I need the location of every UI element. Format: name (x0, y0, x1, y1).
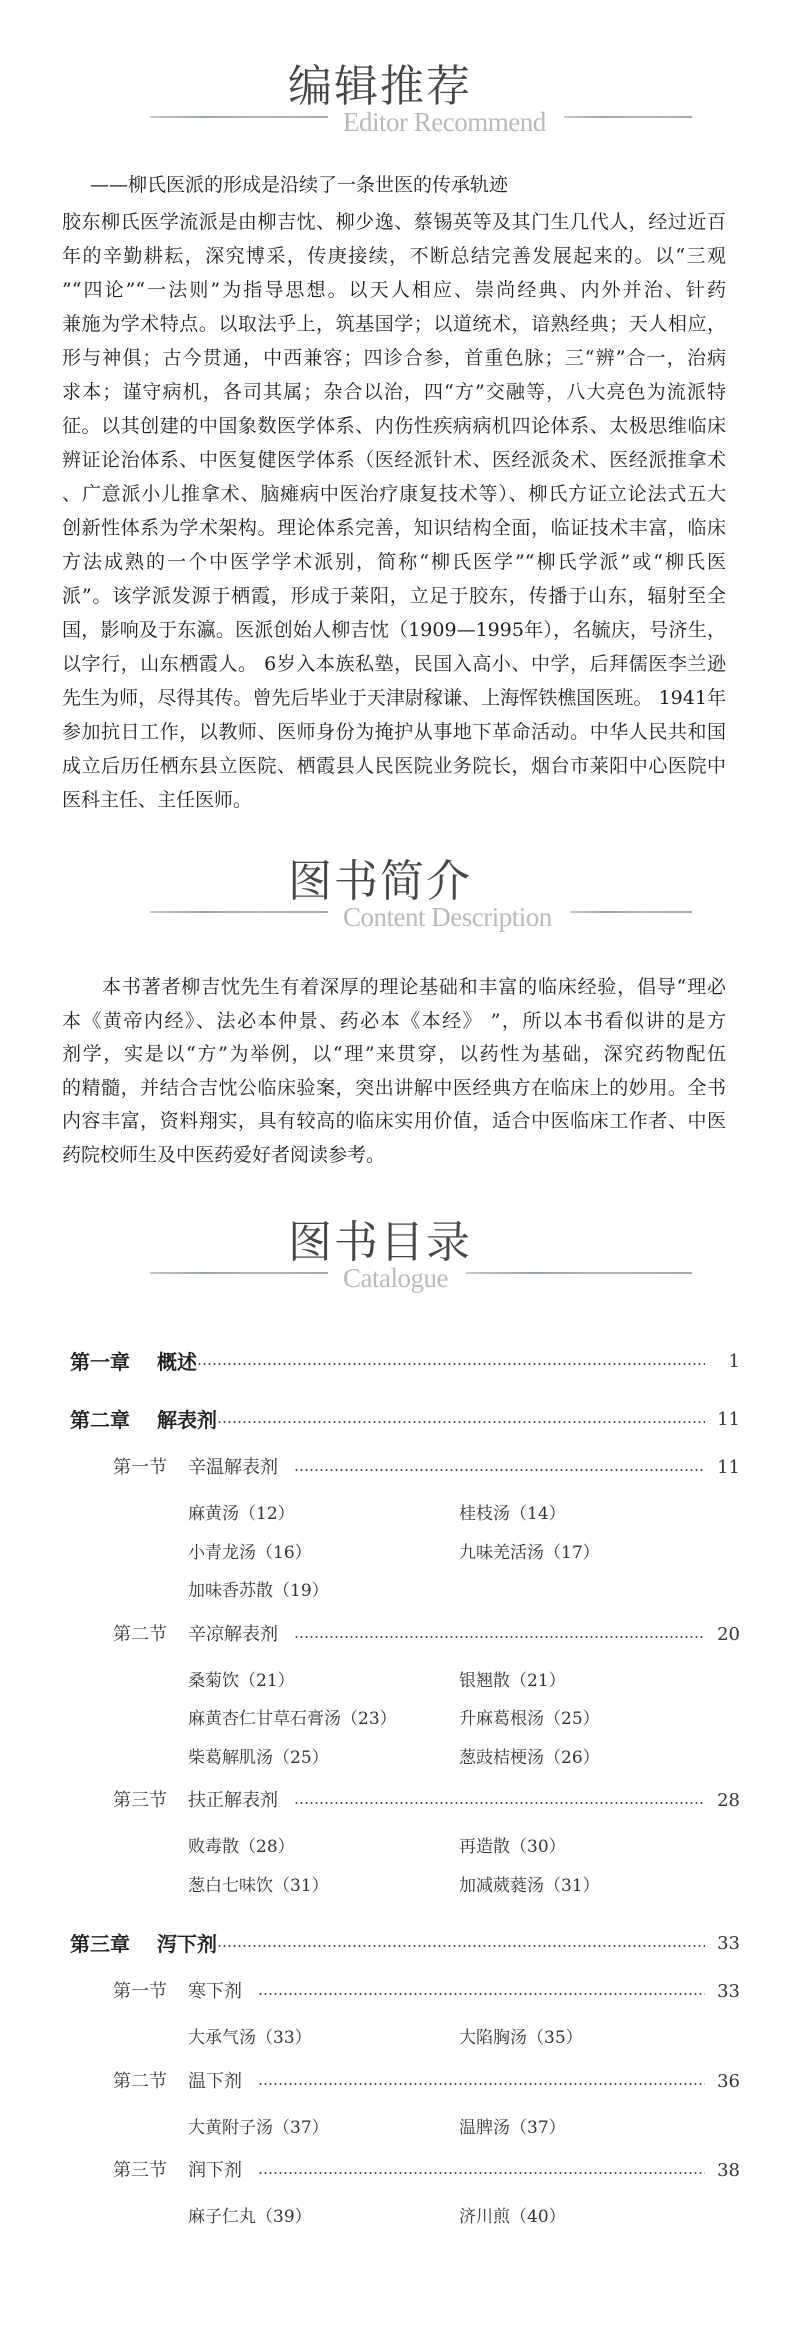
section-number: 第二节 (113, 1623, 167, 1645)
divider-line-right (570, 911, 692, 913)
formula-list (188, 1662, 800, 1778)
page-number: 33 (717, 1933, 740, 1954)
section-title-en: Content Description (343, 902, 552, 932)
text-line: 胶东柳氏医学流派是由柳吉忱、柳少逸、蔡锡英等及其门生几代人，经过近百 (62, 211, 726, 233)
toc-chapter[interactable] (0, 1401, 800, 1439)
dot-leader (258, 2172, 705, 2174)
text-line: 国，影响及于东瀛。医派创始人柳吉忱（1909—1995年），名毓庆，号济生， (62, 619, 726, 641)
page-number: 36 (717, 2070, 740, 2092)
dot-leader (197, 1363, 705, 1365)
formula-entry[interactable]: 桑菊饮（21） (188, 1670, 295, 1691)
section-title: 图书简介 (288, 856, 472, 907)
toc-section[interactable] (0, 1616, 800, 1654)
dot-leader (294, 1636, 705, 1638)
text-line: 本《黄帝内经》、法必本仲景、药必本《本经》 ”，所以本书看似讲的是方 (62, 1009, 726, 1032)
toc-section[interactable] (0, 1782, 800, 1820)
formula-entry[interactable]: 败毒散（28） (188, 1837, 295, 1857)
formula-entry[interactable]: 加味香苏散（19） (188, 1581, 329, 1601)
text-line: 以字行，山东栖霞人。 6岁入本族私塾，民国入高小、中学，后拜儒医李兰逊 (62, 653, 726, 675)
formula-entry[interactable]: 桂枝汤（14） (459, 1504, 566, 1524)
formula-entry[interactable]: 银翘散（21） (459, 1670, 566, 1691)
editor-recommend-header (0, 62, 800, 162)
text-line: ”“四论”“一法则”为指导思想。以天人相应、崇尚经典、内外并治、针药 (62, 279, 726, 301)
dot-leader (294, 1802, 705, 1804)
divider-line-left (150, 911, 328, 913)
formula-entry[interactable]: 济川煎（40） (459, 2207, 566, 2227)
page-number: 28 (717, 1790, 740, 1811)
formula-entry[interactable]: 柴葛解肌汤（25） (188, 1747, 329, 1768)
catalogue-header (0, 1218, 800, 1318)
formula-list (188, 2198, 800, 2237)
toc-section[interactable] (0, 2063, 800, 2101)
formula-entry[interactable]: 麻黄杏仁甘草石膏汤（23） (188, 1709, 397, 1729)
chapter-title: 解表剂 (157, 1408, 217, 1432)
text-line: 、广意派小儿推拿术、脑瘫病中医治疗康复技术等）、柳氏方证立论法式五大 (62, 483, 726, 505)
formula-entry[interactable]: 小青龙汤（16） (188, 1542, 312, 1563)
section-title: 编辑推荐 (288, 61, 472, 112)
section-title: 寒下剂 (188, 1981, 242, 2002)
text-line: 方法成熟的一个中医学学术派别，简称“柳氏医学”“柳氏学派”或“柳氏医 (62, 551, 726, 573)
formula-entry[interactable]: 麻黄汤（12） (188, 1504, 295, 1524)
section-title-en: Catalogue (343, 1263, 448, 1293)
text-line: 剂学，实是以“方”为举例，以“理”来贯穿，以药性为基础，深究药物配伍 (62, 1043, 726, 1065)
section-title: 润下剂 (188, 2160, 242, 2181)
dot-leader (217, 1945, 705, 1947)
text-line: 求本；谨守病机，各司其属；杂合以治，四“方”交融等，八大亮色为流派特 (62, 381, 726, 403)
chapter-number: 第三章 (70, 1932, 130, 1956)
section-number: 第一节 (113, 1457, 167, 1478)
toc-section[interactable] (0, 1973, 800, 2011)
text-line: 药院校师生及中医药爱好者阅读参考。 (62, 1143, 386, 1166)
editor-recommend-text (62, 205, 726, 817)
dot-leader (258, 1993, 705, 1995)
divider-line-left (150, 116, 328, 118)
section-title: 温下剂 (188, 2070, 242, 2092)
text-line: 参加抗日工作，以教师、医师身份为掩护从事地下革命活动。中华人民共和国 (62, 721, 726, 743)
section-number: 第一节 (113, 1981, 167, 2002)
dot-leader (258, 2083, 705, 2085)
text-line: 成立后历任栖东县立医院、栖霞县人民医院业务院长，烟台市莱阳中心医院中 (62, 755, 726, 777)
formula-entry[interactable]: 麻子仁丸（39） (188, 2207, 312, 2227)
title-divider (150, 106, 692, 140)
toc-chapter[interactable] (0, 1925, 800, 1963)
formula-entry[interactable]: 葱豉桔梗汤（26） (459, 1747, 600, 1768)
chapter-number: 第一章 (70, 1350, 130, 1374)
dot-leader (217, 1421, 705, 1423)
title-divider (150, 901, 692, 935)
text-line: 辨证论治体系、中医复健医学体系（医经派针术、医经派灸术、医经派推拿术 (62, 449, 726, 471)
page-number: 1 (728, 1351, 740, 1372)
title-divider (150, 1262, 692, 1296)
dot-leader (294, 1469, 705, 1471)
section-title-en: Editor Recommend (343, 107, 546, 137)
formula-list (188, 2019, 800, 2058)
table-of-contents (0, 1343, 800, 2237)
formula-entry[interactable]: 温脾汤（37） (459, 2117, 566, 2138)
page-number: 11 (717, 1409, 740, 1430)
formula-list (188, 1495, 800, 1611)
page-number: 11 (717, 1457, 740, 1478)
formula-entry[interactable]: 大陷胸汤（35） (459, 2028, 583, 2048)
text-line: 年的辛勤耕耘，深究博采，传庚接续，不断总结完善发展起来的。以“三观 (62, 245, 726, 267)
text-line: 内容丰富，资料翔实，具有较高的临床实用价值，适合中医临床工作者、中医 (62, 1110, 726, 1132)
text-line: 创新性体系为学术架构。理论体系完善，知识结构全面，临证技术丰富，临床 (62, 517, 726, 539)
formula-entry[interactable]: 加减葳蕤汤（31） (459, 1875, 600, 1896)
page-number: 20 (717, 1623, 740, 1645)
text-line: 派”。该学派发源于栖霞，形成于莱阳，立足于胶东，传播于山东，辐射至全 (62, 585, 726, 607)
text-line: 的精髓，并结合吉忱公临床验案，突出讲解中医经典方在临床上的妙用。全书 (62, 1076, 726, 1099)
content-description-text (62, 971, 726, 1172)
section-number: 第二节 (113, 2070, 167, 2092)
formula-entry[interactable]: 再造散（30） (459, 1837, 566, 1857)
formula-entry[interactable]: 九味羌活汤（17） (459, 1542, 600, 1563)
chapter-title: 泻下剂 (157, 1932, 217, 1956)
formula-entry[interactable]: 葱白七味饮（31） (188, 1875, 329, 1896)
text-line: 本书著者柳吉忱先生有着深厚的理论基础和丰富的临床经验，倡导“理必 (102, 976, 726, 998)
text-line: 先生为师，尽得其传。曾先后毕业于天津尉稼谦、上海恽铁樵国医班。 1941年 (62, 687, 726, 709)
section-number: 第三节 (113, 1790, 167, 1811)
divider-line-right (564, 116, 692, 118)
editor-subtitle: ——柳氏医派的形成是沿续了一条世医的传承轨迹 (90, 174, 509, 196)
toc-chapter[interactable] (0, 1343, 800, 1381)
section-number: 第三节 (113, 2160, 167, 2181)
text-line: 医科主任、主任医师。 (62, 789, 253, 811)
formula-entry[interactable]: 升麻葛根汤（25） (459, 1709, 600, 1729)
page-number: 38 (717, 2160, 740, 2181)
toc-section[interactable] (0, 2152, 800, 2190)
text-line: 形与神俱；古今贯通，中西兼容；四诊合参，首重色脉；三“辨”合一，治病 (62, 347, 726, 369)
formula-list (188, 2109, 800, 2148)
divider-line-right (466, 1272, 692, 1274)
chapter-title: 概述 (157, 1350, 197, 1374)
page-number: 33 (717, 1981, 740, 2002)
text-line: 兼施为学术特点。以取法乎上，筑基国学；以道统术，谙熟经典；天人相应， (62, 313, 726, 335)
toc-section[interactable] (0, 1449, 800, 1487)
section-title: 扶正解表剂 (188, 1790, 278, 1811)
formula-list (188, 1828, 800, 1905)
section-title: 辛凉解表剂 (188, 1623, 278, 1645)
formula-entry[interactable]: 大承气汤（33） (188, 2028, 312, 2048)
chapter-number: 第二章 (70, 1408, 130, 1432)
section-title: 辛温解表剂 (188, 1457, 278, 1478)
section-title: 图书目录 (288, 1217, 472, 1268)
text-line: 征。以其创建的中国象数医学体系、内伤性疾病病机四论体系、太极思维临床 (62, 415, 726, 437)
content-description-header (0, 857, 800, 957)
divider-line-left (150, 1272, 328, 1274)
formula-entry[interactable]: 大黄附子汤（37） (188, 2117, 329, 2138)
